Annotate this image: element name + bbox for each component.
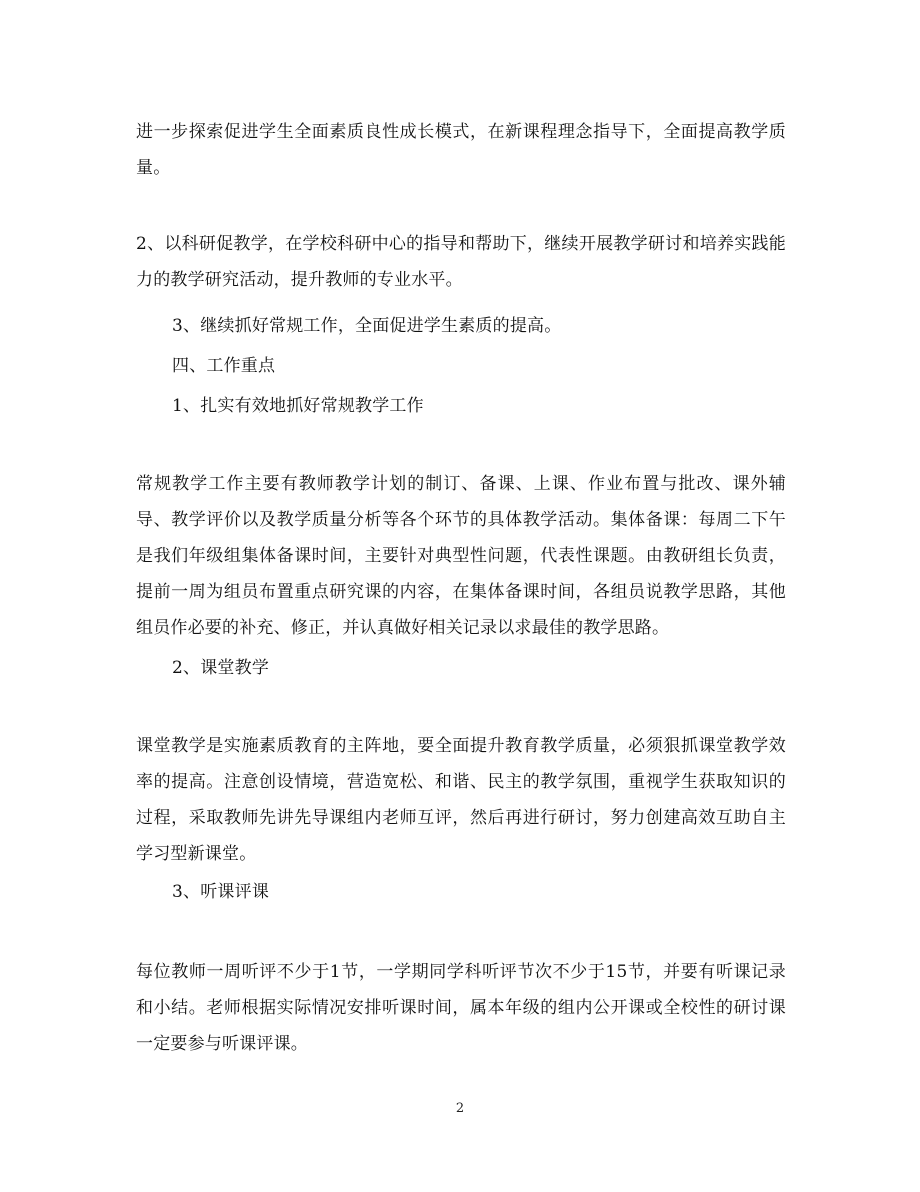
subheading-lesson-observation: 3、听课评课 — [172, 882, 270, 902]
paragraph-classroom-teaching: 课堂教学是实施素质教育的主阵地，要全面提升教育教学质量，必须狠抓课堂教学效率的提高。注意创设情境，营造宽松、和谐、民主的教学氛围，重视学生获取知识的过程，采取教师先讲先导课组内老师互评，然后再进行研讨，努力创建高效互助自主学习型新课堂。 — [136, 736, 786, 864]
paragraph-routine-teaching: 常规教学工作主要有教师教学计划的制订、备课、上课、作业布置与批改、课外辅导、教学评价以及教学质量分析等各个环节的具体教学活动。集体备课：每周二下午是我们年级组集体备课时间，主要针对典型性问题，代表性课题。由教研组长负责，提前一周为组员布置重点研究课的内容，在集体备课时间，各组员说教学思路，其他组员作必要的补充、修正，并认真做好相关记录以求最佳的教学思路。 — [136, 474, 786, 638]
paragraph-lesson-observation: 每位教师一周听评不少于1节，一学期同学科听评节次不少于15节，并要有听课记录和小结。老师根据实际情况安排听课时间，属本年级的组内公开课或全校性的研讨课一定要参与听课评课。 — [136, 962, 786, 1054]
subheading-routine-teaching: 1、扎实有效地抓好常规教学工作 — [172, 396, 424, 416]
page-number: 2 — [455, 1101, 465, 1116]
paragraph-item-2: 2、以科研促教学，在学校科研中心的指导和帮助下，继续开展教学研讨和培养实践能力的教学研究活动，提升教师的专业水平。 — [136, 234, 786, 290]
paragraph-item-3: 3、继续抓好常规工作，全面促进学生素质的提高。 — [172, 316, 562, 336]
section-heading: 四、工作重点 — [172, 356, 276, 376]
paragraph-intro: 进一步探索促进学生全面素质良性成长模式，在新课程理念指导下，全面提高教学质量。 — [136, 122, 786, 178]
subheading-classroom-teaching: 2、课堂教学 — [172, 658, 270, 678]
